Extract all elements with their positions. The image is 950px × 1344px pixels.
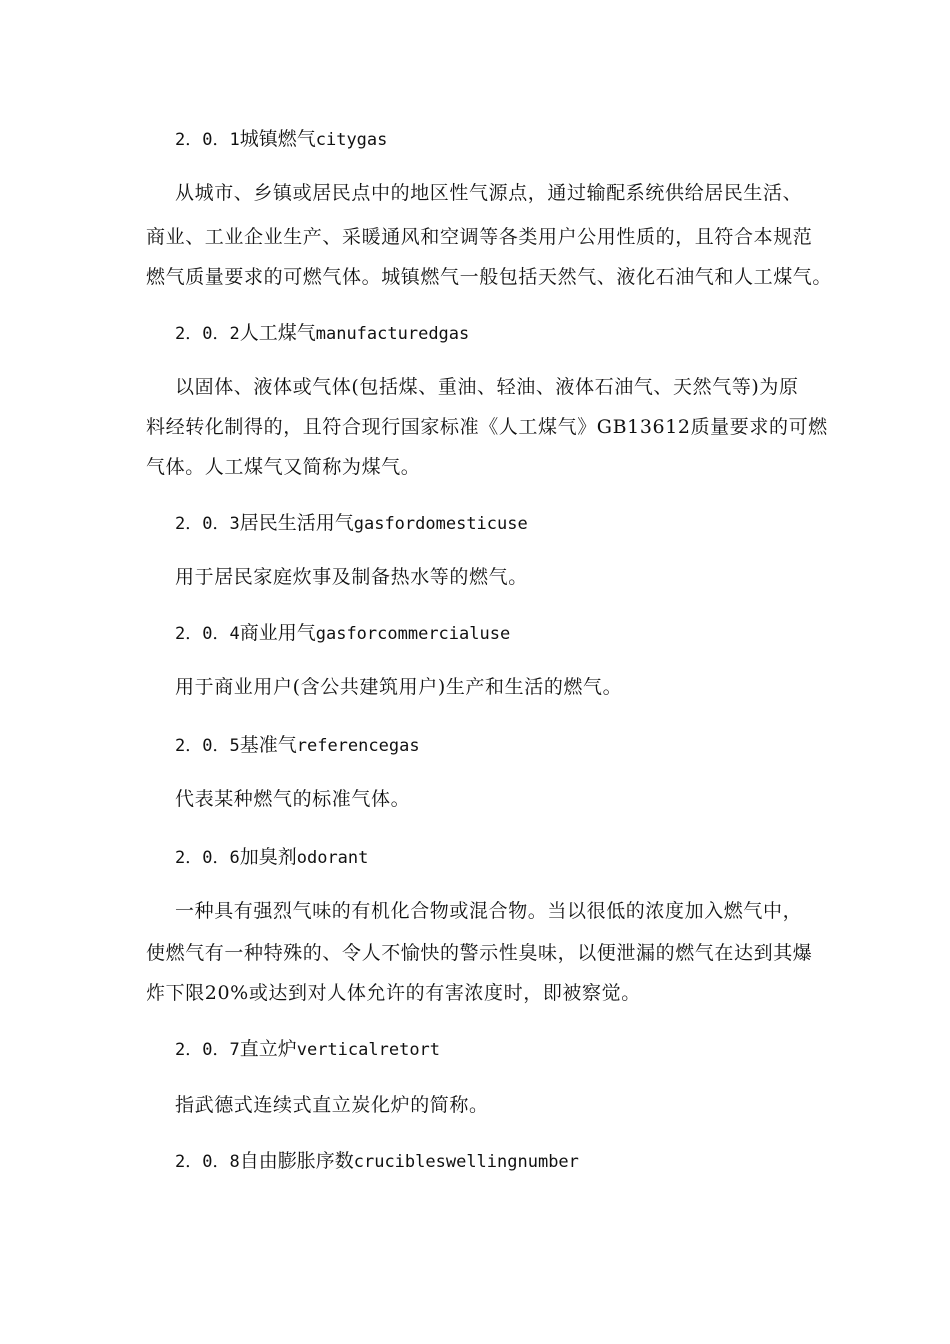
section-number: 2．0．4 bbox=[175, 624, 240, 644]
paragraph-line: 气体。人工煤气又简称为煤气。 bbox=[146, 456, 421, 478]
section-number: 2．0．6 bbox=[175, 848, 240, 868]
paragraph-line: 一种具有强烈气味的有机化合物或混合物。当以很低的浓度加入燃气中， bbox=[175, 900, 803, 922]
term-chinese: 直立炉 bbox=[239, 1038, 297, 1060]
section-number: 2．0．5 bbox=[175, 736, 240, 756]
term-english: citygas bbox=[315, 130, 388, 150]
term-english: crucibleswellingnumber bbox=[353, 1152, 579, 1172]
section-heading bbox=[175, 734, 420, 757]
paragraph-line: 用于居民家庭炊事及制备热水等的燃气。 bbox=[175, 566, 528, 588]
paragraph-line: 以固体、液体或气体(包括煤、重油、轻油、液体石油气、天然气等)为原 bbox=[175, 376, 799, 398]
paragraph-line: 料经转化制得的，且符合现行国家标准《人工煤气》GB13612质量要求的可燃 bbox=[146, 416, 828, 438]
section-heading bbox=[175, 846, 368, 869]
paragraph-line: 商业、工业企业生产、采暖通风和空调等各类用户公用性质的，且符合本规范 bbox=[146, 226, 813, 248]
term-chinese: 人工煤气 bbox=[239, 322, 316, 344]
term-chinese: 自由膨胀序数 bbox=[239, 1150, 354, 1172]
section-number: 2．0．8 bbox=[175, 1152, 240, 1172]
term-english: verticalretort bbox=[296, 1040, 441, 1060]
term-english: odorant bbox=[296, 848, 369, 868]
section-heading bbox=[175, 1150, 579, 1173]
term-english: referencegas bbox=[296, 736, 420, 756]
term-english: gasfordomesticuse bbox=[353, 514, 528, 534]
paragraph-line: 从城市、乡镇或居民点中的地区性气源点，通过输配系统供给居民生活、 bbox=[175, 182, 803, 204]
term-chinese: 商业用气 bbox=[239, 622, 316, 644]
term-chinese: 基准气 bbox=[239, 734, 297, 756]
paragraph-line: 用于商业用户(含公共建筑用户)生产和生活的燃气。 bbox=[175, 676, 623, 698]
section-number: 2．0．1 bbox=[175, 130, 240, 150]
paragraph-line: 使燃气有一种特殊的、令人不愉快的警示性臭味，以便泄漏的燃气在达到其爆 bbox=[146, 942, 813, 964]
section-heading bbox=[175, 322, 469, 345]
term-chinese: 加臭剂 bbox=[239, 846, 297, 868]
term-chinese: 城镇燃气 bbox=[239, 128, 316, 150]
section-number: 2．0．3 bbox=[175, 514, 240, 534]
paragraph-line: 代表某种燃气的标准气体。 bbox=[175, 788, 411, 810]
term-english: gasforcommercialuse bbox=[315, 624, 511, 644]
term-english: manufacturedgas bbox=[315, 324, 470, 344]
section-heading bbox=[175, 128, 387, 151]
paragraph-line: 指武德式连续式直立炭化炉的简称。 bbox=[175, 1094, 489, 1116]
section-number: 2．0．2 bbox=[175, 324, 240, 344]
term-chinese: 居民生活用气 bbox=[239, 512, 354, 534]
section-number: 2．0．7 bbox=[175, 1040, 240, 1060]
section-heading bbox=[175, 622, 510, 645]
paragraph-line: 燃气质量要求的可燃气体。城镇燃气一般包括天然气、液化石油气和人工煤气。 bbox=[146, 266, 833, 288]
paragraph-line: 炸下限20%或达到对人体允许的有害浓度时，即被察觉。 bbox=[146, 982, 641, 1004]
section-heading bbox=[175, 512, 528, 535]
section-heading bbox=[175, 1038, 440, 1061]
